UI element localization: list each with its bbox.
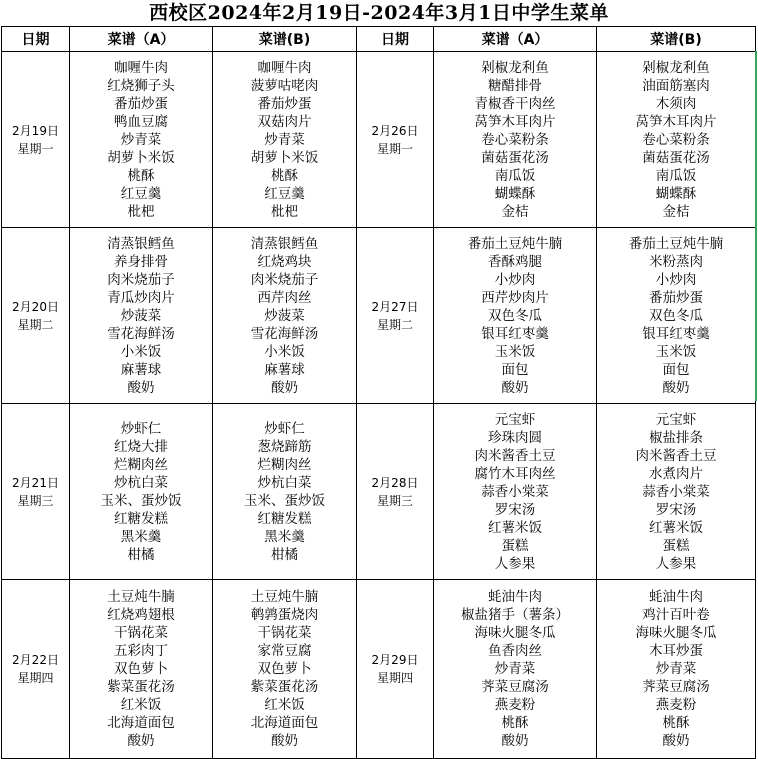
table-row [2, 404, 756, 580]
dish-item: 木耳炒蛋 [649, 643, 703, 659]
dish-item: 酸奶 [501, 733, 529, 749]
dish-item: 五彩肉丁 [114, 643, 168, 659]
dish-item: 番茄土豆炖牛腩 [628, 235, 724, 252]
dish-item: 剁椒龙利鱼 [481, 59, 549, 76]
dish-item: 番茄炒蛋 [114, 95, 168, 112]
dish-item: 鸭血豆腐 [114, 113, 168, 130]
dish-item: 元宝虾 [655, 411, 697, 428]
dish-item: 鹌鹑蛋烧肉 [250, 607, 319, 623]
dish-item: 红烧大排 [114, 438, 168, 455]
date-cell [357, 52, 434, 228]
menu-a-cell [70, 52, 213, 228]
dish-item: 肉米酱香土豆 [474, 447, 556, 464]
dish-item: 金桔 [501, 203, 529, 220]
menu-a-cell [434, 404, 597, 580]
dish-item: 桃酥 [501, 715, 529, 731]
dish-item: 养身排骨 [114, 253, 168, 270]
dish-item: 炒菠菜 [120, 307, 162, 324]
dish-item: 燕麦粉 [655, 697, 697, 713]
dish-item: 蚝油牛肉 [649, 589, 703, 605]
menu-body [2, 52, 756, 759]
dish-item: 小米饭 [120, 343, 162, 360]
dish-item: 双菇肉片 [257, 113, 312, 130]
header-menu-b-right: 菜谱(B) [597, 27, 756, 52]
dish-item: 玉米饭 [655, 343, 697, 360]
dish-item: 银耳红枣羹 [481, 325, 549, 342]
dish-item: 胡萝卜米饭 [107, 149, 175, 166]
table-row [2, 52, 756, 228]
dish-item: 番茄炒蛋 [649, 289, 703, 306]
dish-item: 咖喱牛肉 [114, 59, 168, 76]
table-row [2, 228, 756, 404]
date-label: 2月21日 [12, 475, 59, 490]
dish-item: 炒菠菜 [264, 307, 305, 324]
dish-item: 蛋糕 [501, 537, 529, 554]
dish-item: 黑米羹 [264, 528, 305, 545]
dish-item: 红米饭 [120, 697, 162, 713]
date-cell [2, 404, 70, 580]
dish-item: 土豆炖牛腩 [107, 589, 175, 605]
dish-item: 人参果 [655, 555, 697, 572]
dish-item: 葱烧蹄筋 [257, 438, 312, 455]
menu-a-cell [70, 580, 213, 759]
page-title: 西校区2024年2月19日-2024年3月1日中学生菜单 [149, 2, 609, 24]
dish-item: 海味火腿冬瓜 [474, 625, 556, 641]
dish-item: 蒜香小棠菜 [642, 483, 710, 500]
dish-item: 卷心菜粉条 [481, 131, 549, 148]
dish-item: 小炒肉 [494, 271, 536, 288]
dish-item: 肉米酱香土豆 [635, 447, 717, 464]
dish-item: 玉米、蛋炒饭 [244, 492, 325, 509]
dish-item: 双色萝卜 [114, 661, 168, 677]
dish-item: 炒虾仁 [120, 420, 162, 437]
dish-item: 北海道面包 [107, 715, 175, 731]
dish-item: 银耳红枣羹 [642, 325, 710, 342]
dish-item: 海味火腿冬瓜 [635, 625, 717, 641]
dish-item: 糖醋排骨 [488, 77, 542, 94]
menu-a-cell [70, 404, 213, 580]
menu-b-cell [597, 228, 756, 404]
header-menu-a-left: 菜谱（A） [70, 27, 213, 52]
dish-item: 肉米烧茄子 [250, 271, 319, 288]
dish-item: 小炒肉 [655, 271, 697, 288]
dish-item: 人参果 [494, 555, 536, 572]
dish-item: 燕麦粉 [494, 697, 536, 713]
weekday-label: 星期一 [376, 141, 413, 156]
menu-b-cell [597, 52, 756, 228]
date-cell [2, 580, 70, 759]
dish-item: 酸奶 [127, 379, 155, 396]
dish-item: 肉米烧茄子 [107, 271, 175, 288]
dish-item: 黑米羹 [120, 528, 162, 545]
dish-item: 红糖发糕 [257, 510, 312, 527]
dish-item: 柑橘 [127, 546, 155, 563]
dish-item: 青椒香干肉丝 [474, 95, 556, 112]
dish-item: 胡萝卜米饭 [250, 149, 319, 166]
dish-item: 枇杷 [271, 203, 298, 220]
dish-item: 酸奶 [501, 379, 529, 396]
dish-item: 罗宋汤 [494, 501, 536, 518]
dish-item: 雪花海鲜汤 [107, 325, 175, 342]
dish-item: 清蒸银鳕鱼 [107, 235, 175, 252]
dish-item: 桃酥 [127, 167, 155, 184]
dish-item: 红烧狮子头 [107, 77, 175, 94]
dish-item: 红烧鸡翅根 [107, 607, 175, 623]
dish-item: 红烧鸡块 [257, 253, 312, 270]
dish-item: 炒青菜 [655, 661, 697, 677]
date-cell [357, 580, 434, 759]
dish-item: 酸奶 [662, 379, 690, 396]
dish-item: 紫菜蛋花汤 [250, 679, 319, 695]
dish-item: 红豆羹 [264, 185, 305, 202]
weekday-label: 星期三 [17, 493, 54, 508]
dish-item: 桃酥 [271, 167, 298, 184]
dish-item: 红糖发糕 [114, 510, 168, 527]
dish-item: 荠菜豆腐汤 [481, 679, 549, 695]
dish-item: 清蒸银鳕鱼 [250, 235, 319, 252]
menu-b-cell [213, 404, 357, 580]
dish-item: 面包 [501, 361, 529, 378]
date-label: 2月29日 [371, 653, 419, 667]
dish-item: 西芹肉丝 [257, 289, 312, 306]
dish-item: 柑橘 [271, 546, 298, 563]
dish-item: 蛋糕 [662, 537, 690, 554]
dish-item: 玉米饭 [494, 343, 536, 360]
dish-item: 椒盐猪手（薯条） [461, 607, 569, 623]
dish-item: 咖喱牛肉 [257, 59, 312, 76]
dish-item: 木须肉 [655, 95, 697, 112]
weekday-label: 星期一 [17, 141, 54, 156]
menu-b-cell [213, 228, 357, 404]
dish-item: 蝴蝶酥 [494, 185, 536, 202]
dish-item: 番茄炒蛋 [257, 95, 312, 112]
dish-item: 酸奶 [662, 733, 690, 749]
date-label: 2月19日 [12, 123, 59, 138]
dish-item: 青瓜炒肉片 [107, 289, 175, 306]
menu-b-cell [597, 404, 756, 580]
dish-item: 双色冬瓜 [649, 307, 703, 324]
dish-item: 蚝油牛肉 [488, 589, 542, 605]
dish-item: 烂糊肉丝 [114, 456, 168, 473]
header-menu-a-right: 菜谱（A） [434, 27, 597, 52]
dish-item: 罗宋汤 [655, 501, 697, 518]
weekday-label: 星期四 [376, 671, 413, 685]
dish-item: 南瓜饭 [494, 167, 536, 184]
dish-item: 酸奶 [271, 379, 298, 396]
dish-item: 米粉蒸肉 [649, 253, 703, 270]
date-label: 2月26日 [371, 123, 419, 138]
dish-item: 北海道面包 [250, 715, 319, 731]
dish-item: 番茄土豆炖牛腩 [467, 235, 563, 252]
dish-item: 菌菇蛋花汤 [642, 149, 710, 166]
dish-item: 家常豆腐 [257, 643, 312, 659]
dish-item: 烂糊肉丝 [257, 456, 312, 473]
date-cell [2, 52, 70, 228]
dish-item: 菠萝咕咾肉 [250, 77, 319, 94]
dish-item: 玉米、蛋炒饭 [100, 492, 182, 509]
dish-item: 西芹炒肉片 [481, 289, 549, 306]
dish-item: 莴笋木耳肉片 [474, 113, 556, 130]
dish-item: 土豆炖牛腩 [250, 589, 319, 605]
dish-item: 枇杷 [127, 203, 155, 220]
weekday-label: 星期三 [376, 493, 413, 508]
dish-item: 鸡汁百叶卷 [642, 607, 710, 623]
selection-edge [755, 51, 757, 401]
date-cell [2, 228, 70, 404]
dish-item: 珍珠肉圆 [488, 429, 542, 446]
dish-item: 红薯米饭 [649, 519, 703, 536]
header-row [2, 27, 756, 52]
dish-item: 酸奶 [271, 733, 298, 749]
date-cell [357, 228, 434, 404]
menu-b-cell [213, 580, 357, 759]
dish-item: 炒虾仁 [264, 420, 305, 437]
menu-b-cell [597, 580, 756, 759]
dish-item: 雪花海鲜汤 [250, 325, 319, 342]
dish-item: 蒜香小棠菜 [481, 483, 549, 500]
dish-item: 干锅花菜 [114, 625, 168, 641]
menu-a-cell [434, 228, 597, 404]
menu-a-cell [70, 228, 213, 404]
table-row [2, 580, 756, 759]
dish-item: 椒盐排条 [649, 429, 703, 446]
dish-item: 金桔 [662, 203, 690, 220]
dish-item: 干锅花菜 [257, 625, 312, 641]
dish-item: 双色冬瓜 [488, 307, 542, 324]
menu-a-cell [434, 580, 597, 759]
dish-item: 南瓜饭 [655, 167, 697, 184]
header-date-right: 日期 [357, 27, 434, 52]
dish-item: 红薯米饭 [488, 519, 542, 536]
date-label: 2月27日 [371, 299, 419, 314]
dish-item: 油面筋塞肉 [642, 77, 710, 94]
dish-item: 香酥鸡腿 [488, 253, 542, 270]
dish-item: 炒青菜 [264, 131, 305, 148]
weekday-label: 星期二 [17, 317, 54, 332]
dish-item: 炒青菜 [120, 131, 162, 148]
weekday-label: 星期二 [376, 317, 413, 332]
menu-table [1, 26, 756, 759]
dish-item: 菌菇蛋花汤 [481, 149, 549, 166]
dish-item: 水煮肉片 [649, 465, 703, 482]
dish-item: 炒杭白菜 [257, 474, 312, 491]
date-label: 2月22日 [12, 653, 59, 667]
dish-item: 剁椒龙利鱼 [642, 59, 710, 76]
dish-item: 面包 [662, 361, 690, 378]
dish-item: 蝴蝶酥 [655, 185, 697, 202]
dish-item: 莴笋木耳肉片 [635, 113, 717, 130]
header-date-left: 日期 [2, 27, 70, 52]
weekday-label: 星期四 [17, 671, 54, 685]
dish-item: 炒青菜 [494, 661, 536, 677]
dish-item: 鱼香肉丝 [488, 643, 542, 659]
dish-item: 卷心菜粉条 [642, 131, 710, 148]
date-cell [357, 404, 434, 580]
dish-item: 红豆羹 [120, 185, 162, 202]
dish-item: 元宝虾 [494, 411, 536, 428]
dish-item: 炒杭白菜 [114, 474, 168, 491]
dish-item: 麻薯球 [264, 361, 305, 378]
dish-item: 腐竹木耳肉丝 [474, 465, 556, 482]
dish-item: 麻薯球 [120, 361, 162, 378]
menu-b-cell [213, 52, 357, 228]
dish-item: 双色萝卜 [257, 661, 312, 677]
dish-item: 紫菜蛋花汤 [107, 679, 175, 695]
date-label: 2月28日 [371, 475, 419, 490]
dish-item: 桃酥 [662, 715, 690, 731]
date-label: 2月20日 [12, 299, 59, 314]
header-menu-b-left: 菜谱(B) [213, 27, 357, 52]
dish-item: 小米饭 [264, 343, 305, 360]
dish-item: 荠菜豆腐汤 [642, 679, 710, 695]
dish-item: 酸奶 [127, 733, 155, 749]
menu-a-cell [434, 52, 597, 228]
dish-item: 红米饭 [264, 697, 305, 713]
